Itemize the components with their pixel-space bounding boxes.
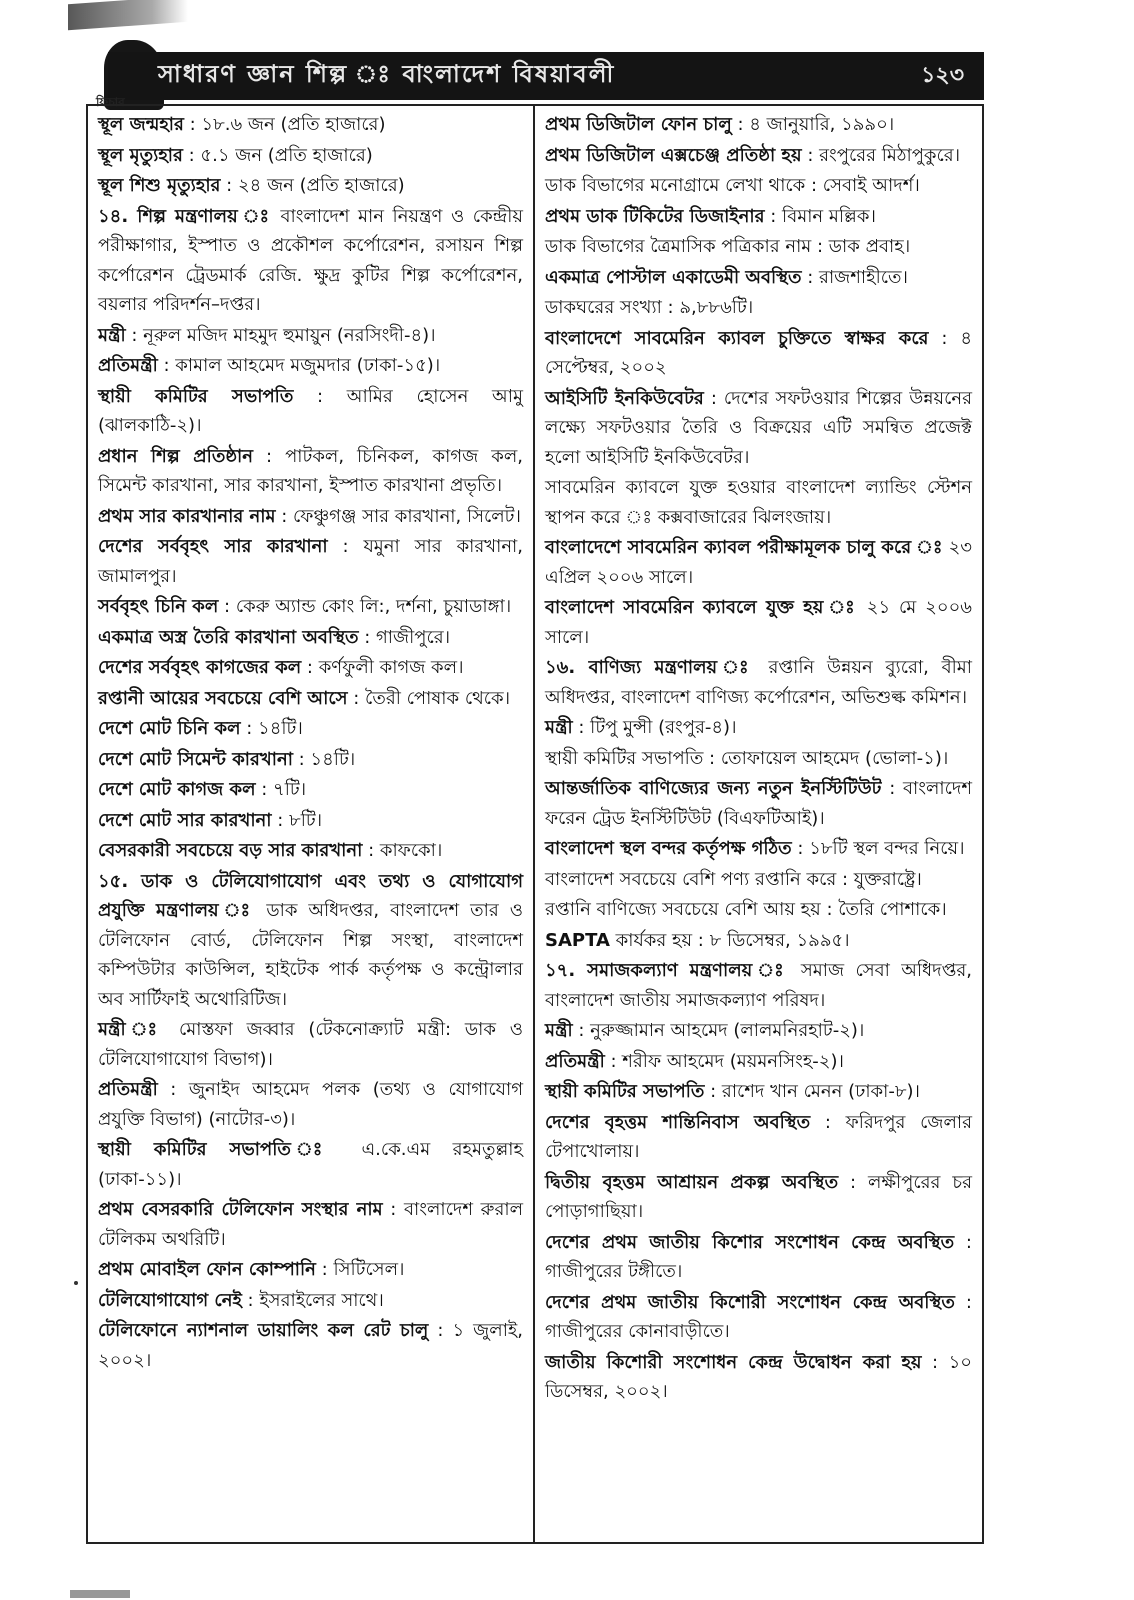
fact-text: : ১৮টি স্থল বন্দর নিয়ে।: [791, 838, 965, 859]
fact-label: দেশের বৃহত্তম শান্তিনিবাস অবস্থিত: [545, 1111, 811, 1133]
fact-entry: [545, 1047, 972, 1077]
fact-entry: [545, 1348, 972, 1407]
fact-entry: [545, 593, 972, 652]
fact-entry: [545, 171, 972, 201]
fact-text: রপ্তানি বাণিজ্যে সবচেয়ে বেশি আয় হয় : তৈরি পোশাকে।: [545, 899, 947, 920]
fact-entry: [545, 110, 972, 140]
fact-text: : রংপুরের মিঠাপুকুরে।: [801, 144, 961, 166]
fact-label: দ্বিতীয় বৃহত্তম আশ্রায়ন প্রকল্প অবস্থিত: [545, 1171, 839, 1193]
fact-entry: [98, 653, 523, 683]
fact-entry: [545, 744, 972, 774]
fact-label: দেশে মোট চিনি কল: [98, 718, 241, 739]
fact-label: বাংলাদেশে সাবমেরিন ক্যাবল পরীক্ষামূলক চালু করে ঃ: [545, 537, 943, 558]
fact-entry: [545, 473, 972, 532]
fact-entry: [545, 865, 972, 895]
fact-text: : রাজশাহীতে।: [801, 266, 908, 288]
fact-entry: [98, 110, 523, 140]
fact-text: : ২৪ জন (প্রতি হাজারে): [220, 175, 405, 196]
fact-label: স্থায়ী কমিটির সভাপতি: [545, 1081, 705, 1102]
fact-label: প্রথম সার কারখানার নাম: [98, 505, 276, 527]
fact-label: ১৭. সমাজকল্যাণ মন্ত্রণালয় ঃ: [545, 960, 790, 981]
fact-label: রপ্তানী আয়ের সবচেয়ে বেশি আসে: [98, 687, 348, 709]
fact-entry: [545, 895, 972, 925]
fact-text: : ১০ ডিসেম্বর, ২০০২।: [545, 1351, 972, 1402]
fact-entry: [98, 1316, 523, 1375]
scan-corner-smudge: [68, 0, 188, 30]
fact-entry: [98, 775, 523, 805]
fact-label: প্রতিমন্ত্রী: [98, 355, 158, 376]
fact-label: প্রথম বেসরকারি টেলিফোন সংস্থার নাম: [98, 1199, 383, 1220]
fact-label: দেশে মোট কাগজ কল: [98, 779, 256, 800]
fact-entry: [98, 321, 523, 351]
fact-label: প্রতিমন্ত্রী: [98, 1079, 158, 1100]
fact-text: : ৪ জানুয়ারি, ১৯৯০।: [731, 114, 895, 135]
fact-text: : সিটিসেল।: [315, 1259, 405, 1280]
fact-text: বাংলাদেশ মান নিয়ন্ত্রণ ও কেন্দ্রীয় পরীক্ষাগার, ইস্পাত ও প্রকৌশল কর্পোরেশন, রসায়ন শিল্প কর্পোরেশন ট্রেডমার্ক রেজি. ক্ষুদ্র কুটির শিল্প কর্পোরেশন, বয়লার পরিদর্শন–দপ্তর।: [98, 205, 523, 315]
fact-entry: [98, 836, 523, 866]
fact-text: এ.কে.এম রহমতুল্লাহ (ঢাকা-১১)।: [98, 1139, 523, 1190]
fact-label: দেশের প্রথম জাতীয় কিশোর সংশোধন কেন্দ্র অবস্থিত: [545, 1231, 955, 1253]
fact-text: স্থায়ী কমিটির সভাপতি : তোফায়েল আহমেদ (ভোলা-১)।: [545, 747, 949, 769]
fact-text: : ১ জুলাই, ২০০২।: [98, 1320, 523, 1371]
fact-text: : রাশেদ খান মেনন (ঢাকা-৮)।: [704, 1081, 920, 1102]
fact-text: সাবমেরিন ক্যাবলে যুক্ত হওয়ার বাংলাদেশ ল্যান্ডিং স্টেশন স্থাপন করে ঃ কক্সবাজারের ঝিলংজায়।: [545, 477, 972, 528]
fact-text: সমাজ সেবা অধিদপ্তর, বাংলাদেশ জাতীয় সমাজকল্যাণ পরিষদ।: [545, 960, 972, 1011]
fact-label: জাতীয় কিশোরী সংশোধন কেন্দ্র উদ্বোধন করা হয়: [545, 1351, 922, 1373]
fact-label: মন্ত্রী: [545, 1020, 573, 1041]
fact-entry: [98, 1255, 523, 1285]
fact-entry: [98, 1015, 523, 1074]
fact-entry: [545, 834, 972, 864]
fact-entry: [98, 202, 523, 320]
fact-text: রপ্তানি উন্নয়ন ব্যুরো, বীমা অধিদপ্তর, বাংলাদেশ বাণিজ্য কর্পোরেশন, অভিশুল্ক কমিশন।: [545, 657, 972, 708]
fact-text: ডাক বিভাগের মনোগ্রামে লেখা থাকে : সেবাই আদর্শ।: [545, 175, 920, 196]
fact-entry: [545, 263, 972, 293]
fact-text: : দেশের সফটওয়ার শিল্পের উন্নয়নের লক্ষ্যে সফটওয়ার তৈরি ও বিক্রয়ের এটি সমন্বিত প্রজেক্ট হলো আইসিটি ইনকিউবেটর।: [545, 387, 972, 468]
fact-text: : ফেঞ্চুগঞ্জ সার কারখানা, সিলেট।: [275, 505, 521, 527]
fact-entry: [98, 1286, 523, 1316]
page-header: [108, 52, 984, 100]
fact-label: টেলিফোনে ন্যাশনাল ডায়ালিং কল রেট চালু: [98, 1320, 429, 1341]
fact-text: ডাক অধিদপ্তর, বাংলাদেশ তার ও টেলিফোন বোর্ড, টেলিফোন শিল্প সংস্থা, বাংলাদেশ কম্পিউটার কাউন্সিল, হাইটেক পার্ক কর্তৃপক্ষ ও কন্ট্রোলার অব সার্টিফাই অথোরিটিজ।: [98, 900, 523, 1010]
fact-entry: [545, 384, 972, 473]
fact-text: : তৈরী পোষাক থেকে।: [347, 687, 511, 709]
fact-label: প্রথম ডিজিটাল এক্সচেঞ্জ প্রতিষ্ঠা হয়: [545, 144, 802, 166]
fact-text: : বাংলাদেশ রুরাল টেলিকম অথরিটি।: [98, 1199, 523, 1250]
fact-entry: [98, 442, 523, 501]
fact-entry: [98, 592, 523, 622]
fact-entry: [98, 502, 523, 532]
fact-text: : কর্ণফুলী কাগজ কল।: [301, 657, 464, 678]
fact-entry: [545, 926, 972, 956]
fact-label: আন্তর্জাতিক বাণিজ্যের জন্য নতুন ইনস্টিটিউট: [545, 778, 882, 799]
scan-speck: [74, 1281, 78, 1285]
fact-label: ১৪. শিল্প মন্ত্রণালয় ঃ: [98, 205, 272, 227]
fact-entry: [545, 141, 972, 171]
fact-label: প্রথম ডিজিটাল ফোন চালু: [545, 114, 732, 135]
fact-entry: [98, 532, 523, 591]
fact-text: : ৭টি।: [255, 779, 307, 800]
two-column-body: [86, 104, 984, 1544]
fact-label: স্থায়ী কমিটির সভাপতি: [98, 385, 294, 407]
fact-entry: [98, 1195, 523, 1254]
fact-text: ২৩ এপ্রিল ২০০৬ সালে।: [545, 537, 972, 588]
fact-label: প্রথম মোবাইল ফোন কোম্পানি: [98, 1259, 316, 1280]
fact-entry: [98, 867, 523, 1015]
fact-entry: [545, 1228, 972, 1287]
fact-text: : গাজীপুরে।: [358, 626, 451, 648]
fact-text: কার্যকর হয় : ৮ ডিসেম্বর, ১৯৯৫।: [609, 929, 850, 951]
fact-label: SAPTA: [545, 929, 610, 951]
fact-text: বাংলাদেশ সবচেয়ে বেশি পণ্য রপ্তানি করে : যুক্তরাষ্ট্রে।: [545, 868, 922, 890]
fact-text: : কামাল আহমেদ মজুমদার (ঢাকা-১৫)।: [157, 355, 441, 376]
fact-label: বাংলাদেশ সাবমেরিন ক্যাবলে যুক্ত হয় ঃ: [545, 597, 858, 618]
right-column: [535, 106, 982, 1542]
fact-entry: [545, 713, 972, 743]
fact-text: : বাংলাদেশ ফরেন ট্রেড ইনস্টিটিউট (বিএফটিআই)।: [545, 778, 972, 829]
fact-entry: [98, 623, 523, 653]
header-tag: ফিচার: [96, 95, 125, 109]
fact-label: স্থূল শিশু মৃত্যুহার: [98, 175, 221, 196]
fact-text: : ইসরাইলের সাথে।: [241, 1289, 384, 1311]
fact-text: : নুরুজ্জামান আহমেদ (লালমনিরহাট-২)।: [572, 1020, 865, 1041]
fact-label: বেসরকারী সবচেয়ে বড় সার কারখানা: [98, 840, 363, 861]
fact-label: স্থূল মৃত্যুহার: [98, 144, 183, 166]
fact-text: ২১ মে ২০০৬ সালে।: [545, 597, 972, 648]
fact-label: দেশের প্রথম জাতীয় কিশোরী সংশোধন কেন্দ্র অবস্থিত: [545, 1291, 955, 1313]
fact-label: প্রথম ডাক টিকিটের ডিজাইনার: [545, 205, 765, 227]
fact-text: : ৮টি।: [271, 809, 323, 831]
fact-label: দেশে মোট সিমেন্ট কারখানা: [98, 748, 293, 770]
fact-label: মন্ত্রী: [98, 324, 126, 346]
fact-entry: [98, 1075, 523, 1134]
fact-label: প্রতিমন্ত্রী: [545, 1050, 605, 1072]
page-title: সাধারণ জ্ঞান শিল্প ঃ বাংলাদেশ বিষয়াবলী: [158, 60, 616, 88]
fact-text: : শরীফ আহমেদ (ময়মনসিংহ-২)।: [604, 1050, 844, 1072]
fact-entry: [545, 774, 972, 833]
fact-entry: [545, 1288, 972, 1347]
fact-text: : পাটকল, চিনিকল, কাগজ কল, সিমেন্ট কারখানা, সার কারখানা, ইস্পাত কারখানা প্রভৃতি।: [98, 445, 523, 496]
fact-label: ১৫. ডাক ও টেলিযোগাযোগ এবং তথ্য ও যোগাযোগ প্রযুক্তি মন্ত্রণালয় ঃ: [98, 870, 523, 921]
fact-text: : ১৮.৬ জন (প্রতি হাজারে): [183, 114, 386, 135]
fact-entry: [98, 382, 523, 441]
left-column: [88, 106, 535, 1542]
fact-label: সর্ববৃহৎ চিনি কল: [98, 596, 219, 617]
fact-text: : ফরিদপুর জেলার টেপাখোলায়।: [545, 1111, 973, 1162]
fact-label: দেশের সর্ববৃহৎ কাগজের কল: [98, 657, 302, 678]
fact-text: মোস্তফা জব্বার (টেকনোক্র্যাট মন্ত্রী: ডাক ও টেলিযোগাযোগ বিভাগ)।: [98, 1019, 523, 1070]
fact-entry: [545, 324, 972, 383]
fact-label: স্থূল জন্মহার: [98, 114, 184, 135]
fact-label: প্রধান শিল্প প্রতিষ্ঠান: [98, 445, 254, 467]
fact-text: : যমুনা সার কারখানা, জামালপুর।: [98, 536, 524, 587]
fact-text: : নূরুল মজিদ মাহমুদ হুমায়ুন (নরসিংদী-৪)।: [125, 324, 436, 346]
fact-label: মন্ত্রী: [545, 717, 573, 738]
fact-entry: [545, 1108, 972, 1167]
fact-text: : বিমান মল্লিক।: [764, 205, 876, 227]
fact-text: : ১৪টি।: [240, 718, 303, 739]
fact-entry: [545, 202, 972, 232]
fact-label: স্থায়ী কমিটির সভাপতি ঃ: [98, 1139, 340, 1160]
fact-entry: [545, 653, 972, 712]
fact-label: বাংলাদেশে সাবমেরিন ক্যাবল চুক্তিতে স্বাক্ষর করে: [545, 327, 929, 349]
fact-label: ১৬. বাণিজ্য মন্ত্রণালয় ঃ: [545, 657, 756, 678]
fact-label: আইসিটি ইনকিউবেটর: [545, 387, 704, 409]
fact-text: : গাজীপুরের টঙ্গীতে।: [545, 1231, 972, 1282]
fact-text: : ৫.১ জন (প্রতি হাজারে): [182, 144, 373, 166]
fact-text: : ১৪টি।: [292, 748, 356, 770]
fact-entry: [98, 1135, 523, 1194]
fact-entry: [545, 1077, 972, 1107]
fact-entry: [98, 745, 523, 775]
fact-text: : গাজীপুরের কোনাবাড়ীতে।: [545, 1291, 972, 1342]
fact-label: দেশে মোট সার কারখানা: [98, 809, 272, 831]
fact-entry: [98, 171, 523, 201]
fact-text: : লক্ষীপুরের চর পোড়াগাছিয়া।: [545, 1171, 972, 1222]
fact-label: বাংলাদেশ স্থল বন্দর কর্তৃপক্ষ গঠিত: [545, 838, 792, 859]
fact-entry: [98, 351, 523, 381]
fact-label: টেলিযোগাযোগ নেই: [98, 1289, 242, 1311]
fact-entry: [545, 956, 972, 1015]
fact-text: : টিপু মুন্সী (রংপুর-৪)।: [572, 717, 737, 738]
fact-entry: [98, 806, 523, 836]
fact-label: দেশের সর্ববৃহৎ সার কারখানা: [98, 536, 328, 557]
fact-text: ডাকঘরের সংখ্যা : ৯,৮৮৬টি।: [545, 297, 754, 318]
fact-text: ডাক বিভাগের ত্রৈমাসিক পত্রিকার নাম : ডাক প্রবাহ।: [545, 236, 911, 257]
fact-label: একমাত্র পোস্টাল একাডেমী অবস্থিত: [545, 266, 802, 288]
fact-entry: [98, 141, 523, 171]
fact-text: : কেরু অ্যান্ড কোং লি:, দর্শনা, চুয়াডাঙ্গা।: [218, 596, 512, 617]
fact-text: : জুনাইদ আহমেদ পলক (তথ্য ও যোগাযোগ প্রযুক্তি বিভাগ) (নাটোর-৩)।: [98, 1079, 523, 1130]
fact-label: একমাত্র অস্ত্র তৈরি কারখানা অবস্থিত: [98, 626, 359, 648]
fact-text: : কাফকো।: [362, 840, 443, 861]
fact-entry: [545, 232, 972, 262]
fact-entry: [545, 533, 972, 592]
scan-bottom-smudge: [70, 1590, 130, 1598]
fact-entry: [545, 293, 972, 323]
page-number: ১২৩: [921, 62, 964, 88]
fact-label: মন্ত্রী ঃ: [98, 1019, 166, 1040]
fact-entry: [545, 1168, 972, 1227]
fact-text: : আমির হোসেন আমু (ঝালকাঠি-২)।: [98, 385, 523, 436]
fact-entry: [98, 684, 523, 714]
fact-entry: [545, 1016, 972, 1046]
fact-text: : ৪ সেপ্টেম্বর, ২০০২: [545, 327, 972, 378]
fact-entry: [98, 714, 523, 744]
